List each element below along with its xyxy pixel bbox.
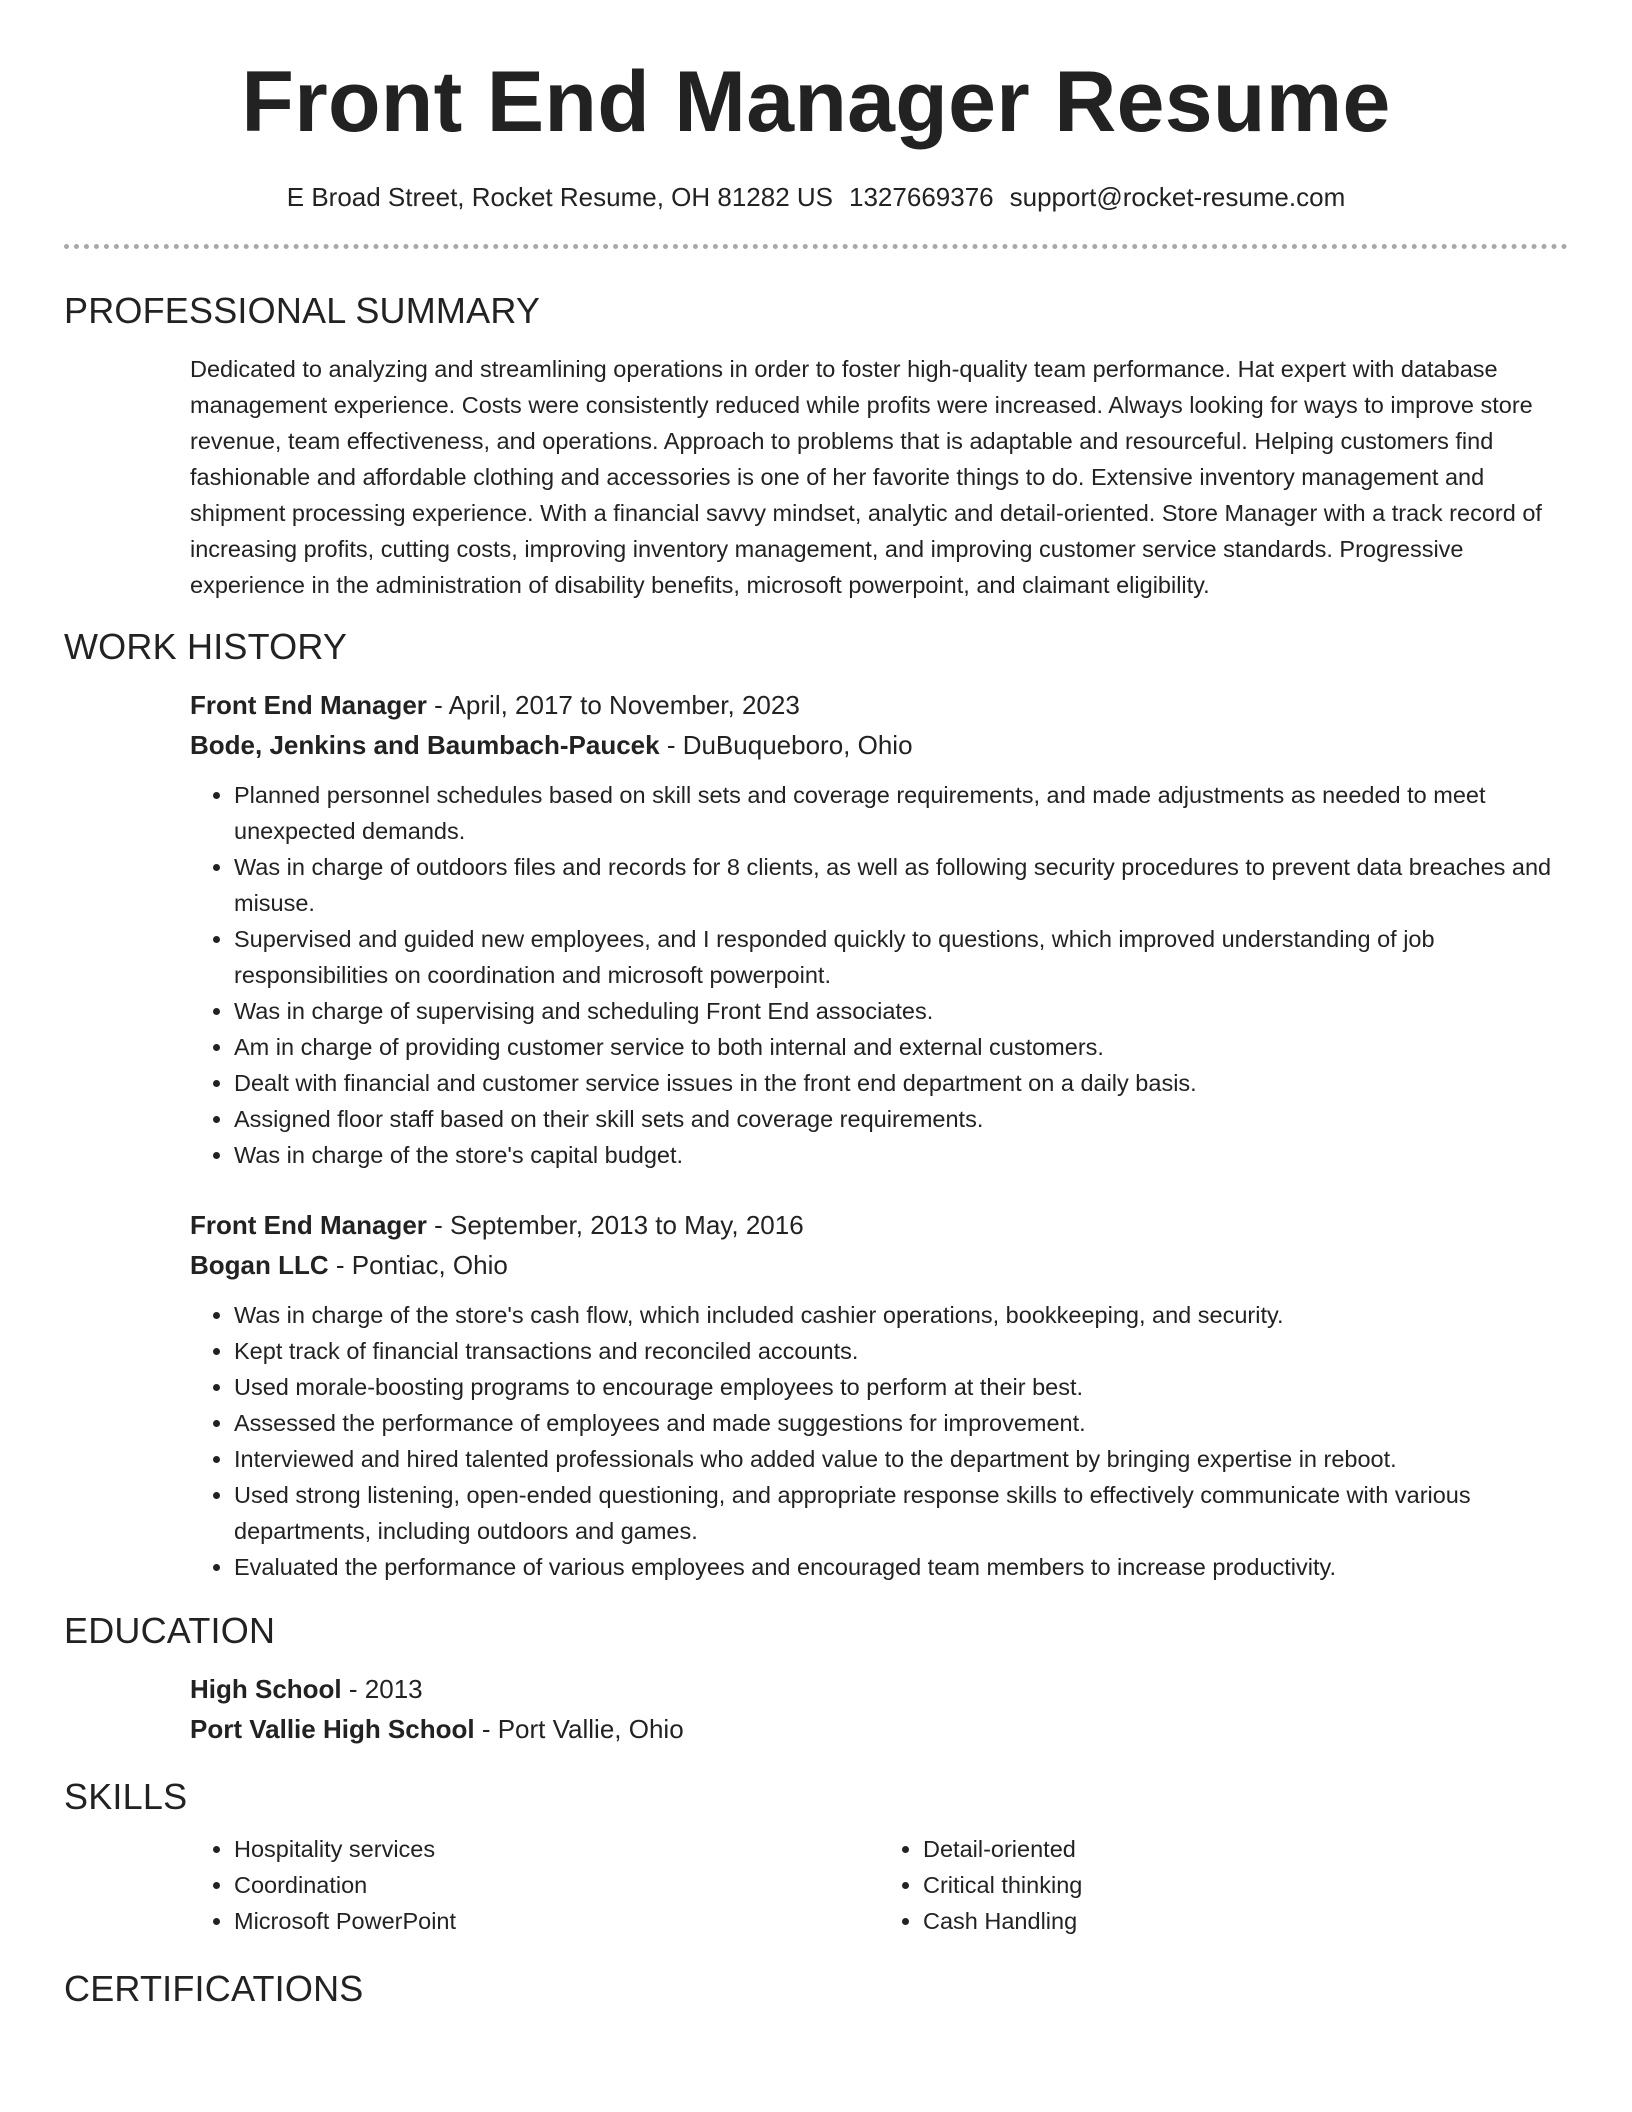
education-location: - Port Vallie, Ohio — [474, 1714, 684, 1744]
list-item: • Was in charge of the store's cash flow, which included cashier operations, bookkeeping, and security. — [234, 1297, 1568, 1333]
list-item: • Detail-oriented — [923, 1831, 1568, 1867]
job-title: Front End Manager — [190, 1210, 427, 1240]
job-entry — [190, 685, 1568, 1173]
list-item: • Critical thinking — [923, 1867, 1568, 1903]
job-bullets — [190, 1297, 1568, 1585]
list-item: • Dealt with financial and customer service issues in the front end department on a daily basis. — [234, 1065, 1568, 1101]
education-degree: High School — [190, 1674, 342, 1704]
list-item: • Was in charge of the store's capital budget. — [234, 1137, 1568, 1173]
education-heading: EDUCATION — [64, 1610, 276, 1651]
job-company: Bogan LLC — [190, 1250, 329, 1280]
contact-address: E Broad Street, Rocket Resume, OH 81282 US — [286, 182, 834, 212]
header-divider — [64, 244, 1568, 249]
skills-list-right — [879, 1831, 1568, 1939]
job-location: - DuBuqueboro, Ohio — [659, 730, 913, 760]
list-item: • Supervised and guided new employees, and I responded quickly to questions, which improved understanding of job responsibilities on coordination and microsoft powerpoint. — [234, 921, 1568, 993]
summary-heading: PROFESSIONAL SUMMARY — [64, 290, 541, 331]
resume-page — [64, 0, 1568, 2011]
education-year: - 2013 — [341, 1674, 423, 1704]
contact-email: support@rocket-resume.com — [1009, 182, 1346, 212]
list-item: • Used strong listening, open-ended questioning, and appropriate response skills to effectively communicate with various departments, including outdoors and games. — [234, 1477, 1568, 1549]
contact-phone: 1327669376 — [849, 182, 994, 212]
list-item: • Planned personnel schedules based on skill sets and coverage requirements, and made adjustments as needed to meet unexpected demands. — [234, 777, 1568, 849]
list-item: • Used morale-boosting programs to encourage employees to perform at their best. — [234, 1369, 1568, 1405]
work-history-heading: WORK HISTORY — [64, 626, 348, 667]
job-bullets — [190, 777, 1568, 1173]
education-entry — [190, 1669, 1568, 1749]
education-degree-line — [190, 1669, 1568, 1709]
job-title-line — [190, 1205, 1568, 1245]
job-entry — [190, 1205, 1568, 1585]
list-item: • Evaluated the performance of various employees and encouraged team members to increase productivity. — [234, 1549, 1568, 1585]
list-item: • Assigned floor staff based on their skill sets and coverage requirements. — [234, 1101, 1568, 1137]
job-company: Bode, Jenkins and Baumbach-Paucek — [190, 730, 660, 760]
list-item: • Kept track of financial transactions and reconciled accounts. — [234, 1333, 1568, 1369]
job-company-line — [190, 1245, 1568, 1285]
job-title: Front End Manager — [190, 690, 427, 720]
education-school-line — [190, 1709, 1568, 1749]
list-item: • Cash Handling — [923, 1903, 1568, 1939]
list-item: • Assessed the performance of employees and made suggestions for improvement. — [234, 1405, 1568, 1441]
education-school: Port Vallie High School — [190, 1714, 475, 1744]
skills-section — [190, 1831, 1568, 1939]
skills-list-left — [190, 1831, 879, 1939]
list-item: • Interviewed and hired talented professionals who added value to the department by bringing expertise in reboot. — [234, 1441, 1568, 1477]
list-item: • Microsoft PowerPoint — [234, 1903, 879, 1939]
list-item: • Was in charge of outdoors files and records for 8 clients, as well as following security procedures to prevent data breaches and misuse. — [234, 849, 1568, 921]
job-company-line — [190, 725, 1568, 765]
certifications-heading: CERTIFICATIONS — [64, 1968, 364, 2009]
job-location: - Pontiac, Ohio — [328, 1250, 508, 1280]
list-item: • Coordination — [234, 1867, 879, 1903]
summary-text: Dedicated to analyzing and streamlining operations in order to foster high-quality team performance. Hat expert with database management experience. Costs were consistently reduced while profits were increased. Always looking for ways to improve store revenue, team effectiveness, and operations. Approach to problems that is adaptable and resourceful. Helping customers find fashionable and affordable clothing and accessories is one of her favorite things to do. Extensive inventory management and shipment processing experience. With a financial savvy mindset, analytic and detail-oriented. Store Manager with a track record of increasing profits, cutting costs, improving inventory management, and improving customer service standards. Progressive experience in the administration of disability benefits, microsoft powerpoint, and claimant eligibility. — [190, 356, 1542, 598]
job-dates: - April, 2017 to November, 2023 — [426, 690, 800, 720]
job-dates: - September, 2013 to May, 2016 — [426, 1210, 804, 1240]
contact-line — [64, 180, 1568, 214]
list-item: • Hospitality services — [234, 1831, 879, 1867]
job-title-line — [190, 685, 1568, 725]
skills-heading: SKILLS — [64, 1776, 188, 1817]
list-item: • Was in charge of supervising and scheduling Front End associates. — [234, 993, 1568, 1029]
summary-section — [190, 351, 1568, 603]
skills-columns — [190, 1831, 1568, 1939]
resume-title: Front End Manager Resume — [241, 54, 1391, 150]
list-item: • Am in charge of providing customer service to both internal and external customers. — [234, 1029, 1568, 1065]
